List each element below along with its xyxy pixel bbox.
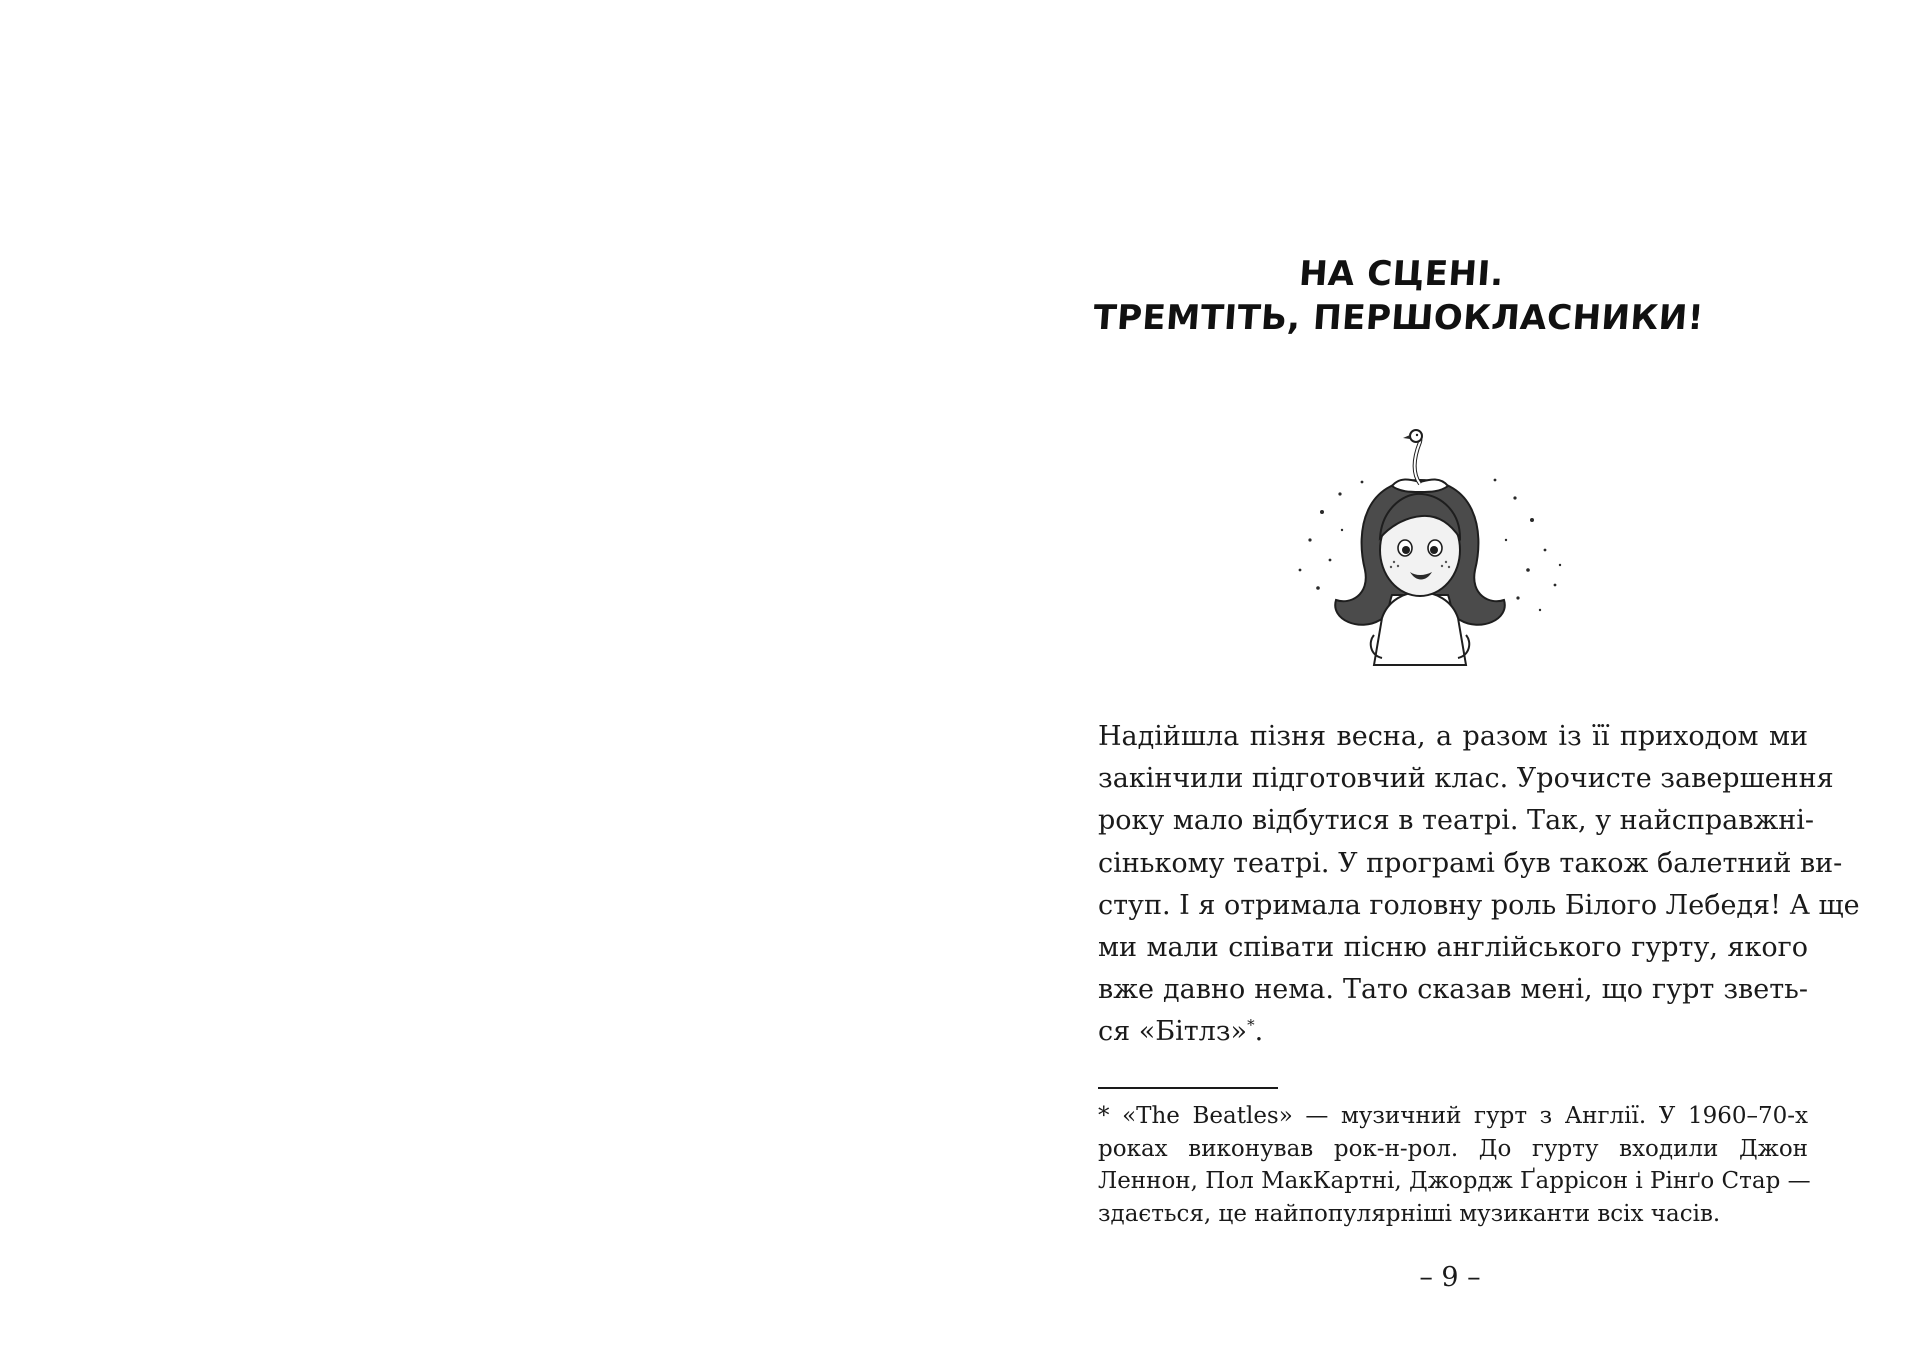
body-paragraph [1098,716,1860,1054]
chapter-title-line-1: НА СЦЕНІ. [1297,254,1506,294]
body-line: вже давно нема. Тато сказав мені, що гурт зветь- [1098,974,1808,1006]
body-line: закінчили підготовчий клас. Урочисте завершення [1098,763,1834,795]
body-line: сінькому театрі. У програмі був також балетний ви- [1098,847,1843,879]
footnote-line: Леннон, Пол МакКартні, Джордж Ґаррісон і Рінґо Стар — [1098,1168,1811,1194]
footnote-line: здається, це найпопулярніші музиканти всіх часів. [1098,1200,1721,1227]
body-line: року мало відбутися в театрі. Так, у найсправжні- [1098,805,1815,837]
body-line-text: ся «Бітлз» [1098,1016,1248,1048]
body-line: ми мали співати пісню англійського гурту, якого [1098,932,1808,964]
swan-icon [1392,430,1448,492]
page-number: – 9 – [1419,1262,1481,1293]
body-line-end: . [1254,1016,1264,1048]
footnote-marker: * [1247,1016,1255,1035]
body-line-last [1098,1011,1808,1053]
body-line: Надійшла пізня весна, а разом із її приходом ми [1098,721,1808,752]
footnote-line: роках виконував рок-н-рол. До гурту входили Джон [1098,1135,1808,1162]
body-line: ступ. І я отримала головну роль Білого Лебедя! А ще [1098,889,1860,921]
chapter-title-line-2: ТРЕМТІТЬ, ПЕРШОКЛАСНИКИ! [1091,298,1706,338]
chapter-title [1087,252,1713,340]
footnote-divider [1098,1087,1278,1089]
footnote-line: * «The Beatles» — музичний гурт з Англії. У 1960–70-х [1098,1103,1808,1129]
girl-with-swan-icon [1270,420,1570,670]
footnote [1098,1100,1811,1230]
